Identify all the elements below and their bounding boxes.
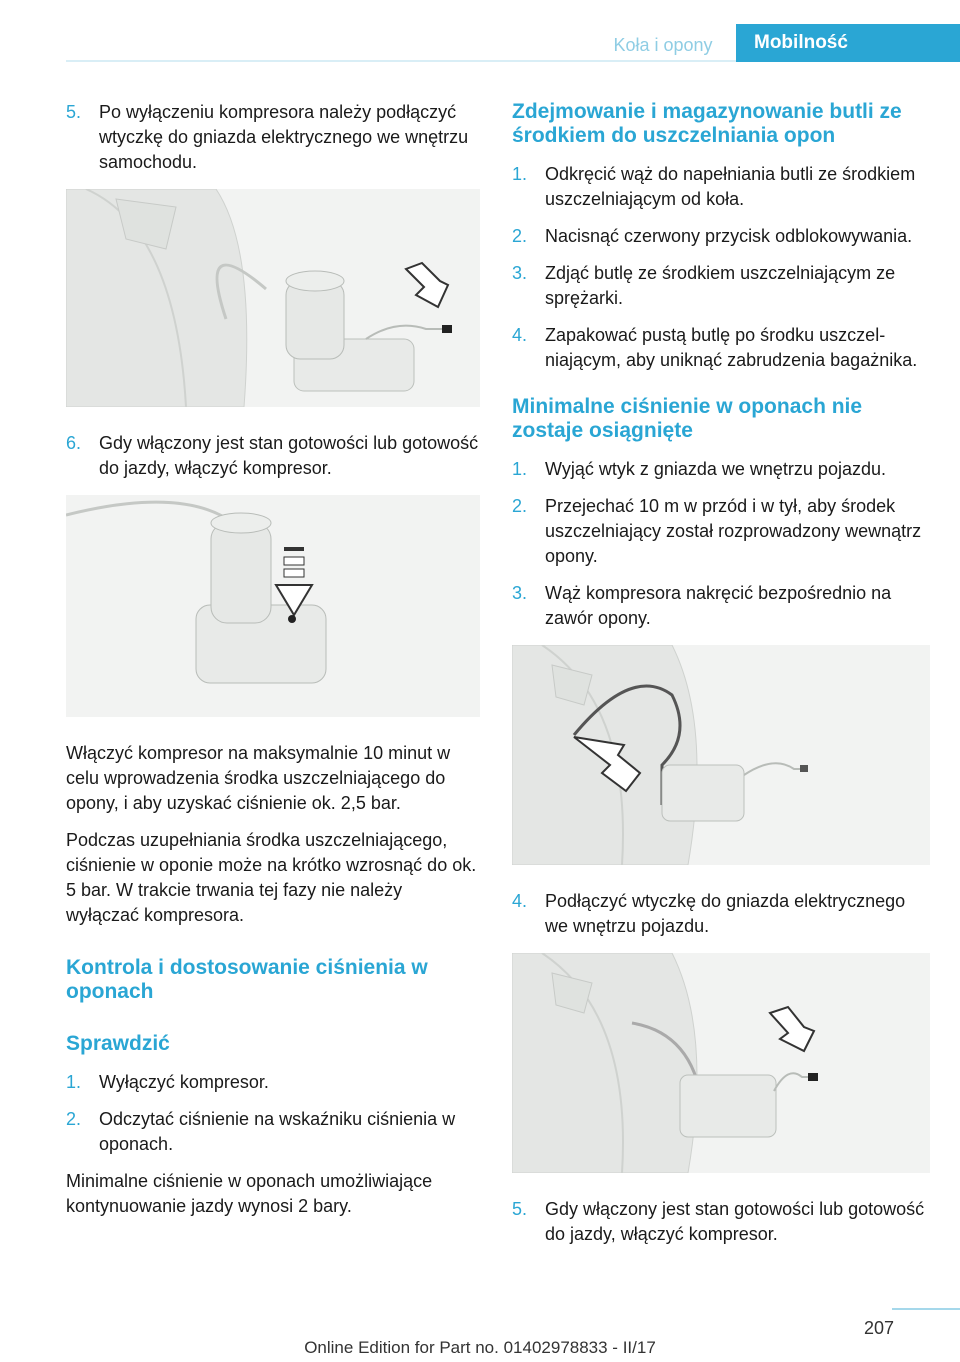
step-text: Przejechać 10 m w przód i w tył, aby środek uszczelniający został rozprowadzony wewnątrz opony.: [545, 496, 922, 566]
step-number: 2.: [66, 1109, 82, 1129]
illustration-plug-socket: [512, 953, 930, 1173]
step-text: Wąż kompresora nakręcić bezpośrednio na zawór opony.: [545, 583, 892, 628]
step-text: Po wyłączeniu kompresora należy podłączyć wtyczkę do gniazda elektrycznego we wnętrzu samochodu.: [99, 102, 469, 172]
illustration-hose-valve: [512, 645, 930, 865]
step-text: Odkręcić wąż do napełniania butli ze środkiem uszczelniającym od koła.: [545, 164, 916, 209]
step-number: 4.: [512, 325, 528, 345]
step-number: 1.: [512, 164, 528, 184]
step-text: Wyjąć wtyk z gniazda we wnętrzu pojazdu.: [545, 459, 886, 479]
page-number: 207: [863, 1318, 894, 1338]
step-number: 2.: [512, 226, 528, 246]
paragraph: Podczas uzupełniania środka uszczelniającego, ciśnienie w oponie może na krótko wzrosnąć do ok. 5 bar. W trakcie trwania tej fazy nie należy wyłączać kompresora.: [66, 830, 477, 925]
step-item: [66, 100, 480, 175]
step-item: [512, 162, 930, 212]
step-number: 5.: [512, 1199, 528, 1219]
step-number: 6.: [66, 433, 82, 453]
step-text: Zapakować pustą butlę po środku uszczelniającym, aby uniknąć zabrudzenia bagażnika.: [545, 325, 918, 370]
step-number: 4.: [512, 891, 528, 911]
step-item: [512, 457, 930, 482]
step-number: 1.: [512, 459, 528, 479]
illustration-compressor-switch: [66, 495, 480, 717]
step-item: [512, 494, 930, 569]
footer-rule: [892, 1308, 960, 1310]
step-item: [512, 323, 930, 373]
right-column: [512, 100, 930, 1259]
plug-socket-drawing: [512, 953, 930, 1173]
step-item: [512, 261, 930, 311]
header-section-title: Koła i opony: [613, 34, 713, 55]
step-text: Wyłączyć kompresor.: [99, 1072, 269, 1092]
step-text: Gdy włączony jest stan gotowości lub gotowość do jazdy, włączyć kompresor.: [545, 1199, 925, 1244]
step-number: 5.: [66, 102, 82, 122]
step-item: [66, 1107, 480, 1157]
step-number: 3.: [512, 263, 528, 283]
hose-valve-drawing: [512, 645, 930, 865]
step-item: [512, 581, 930, 631]
step-item: [66, 431, 480, 481]
section-heading: Minimalne ciśnienie w oponach nie zostaje osiągnięte: [512, 395, 863, 442]
step-text: Zdjąć butlę ze środkiem uszczelniającym ze sprężarki.: [545, 263, 896, 308]
header-chapter-tab: Mobilność: [736, 24, 960, 62]
compressor-switch-drawing: [66, 495, 480, 717]
compressor-plug-drawing: [66, 189, 480, 407]
step-number: 1.: [66, 1072, 82, 1092]
step-number: 3.: [512, 583, 528, 603]
edition-note: Online Edition for Part no. 01402978833 - II/17: [304, 1338, 656, 1357]
step-item: [66, 1070, 480, 1095]
step-text: Nacisnąć czerwony przycisk odblokowywania.: [545, 226, 913, 246]
section-heading: Zdejmowanie i magazynowanie butli ze środkiem do uszczelniania opon: [512, 100, 902, 147]
left-column: [66, 100, 480, 1231]
step-number: 2.: [512, 496, 528, 516]
step-item: [512, 889, 930, 939]
step-item: [512, 1197, 930, 1247]
paragraph: Minimalne ciśnienie w oponach umożliwiające kontynuowanie jazdy wynosi 2 bary.: [66, 1171, 433, 1216]
step-item: [512, 224, 930, 249]
illustration-compressor-plug: [66, 189, 480, 407]
step-text: Gdy włączony jest stan gotowości lub gotowość do jazdy, włączyć kompresor.: [99, 433, 479, 478]
step-text: Odczytać ciśnienie na wskaźniku ciśnienia w oponach.: [99, 1109, 456, 1154]
paragraph: Włączyć kompresor na maksymalnie 10 minut w celu wprowadzenia środka uszczelniającego do opony, i aby uzyskać ciśnienie ok. 2,5 bar.: [66, 743, 451, 813]
step-text: Podłączyć wtyczkę do gniazda elektrycznego we wnętrzu pojazdu.: [545, 891, 906, 936]
subsection-heading: Sprawdzić: [66, 1032, 170, 1055]
section-heading: Kontrola i dostosowanie ciśnienia w oponach: [66, 956, 428, 1003]
